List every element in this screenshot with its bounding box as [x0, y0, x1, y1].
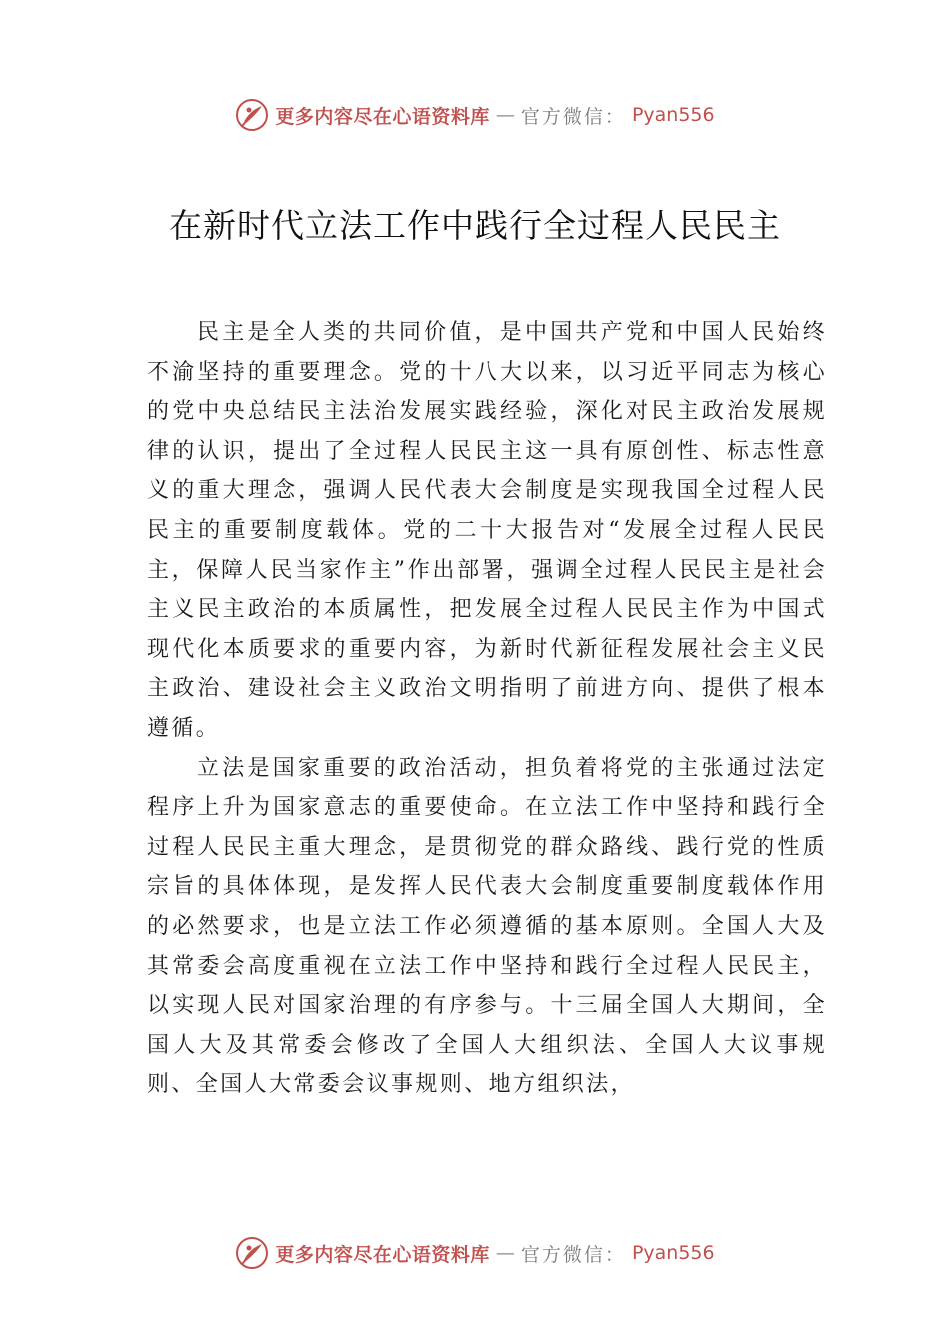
watermark-contact-label: 官方微信：	[520, 105, 626, 128]
paragraph-2: 立法是国家重要的政治活动，担负着将党的主张通过法定程序上升为国家意志的重要使命。在立法工作中坚持和践行全过程人民民主重大理念，是贯彻党的群众路线、践行党的性质宗旨的具体体现，是发挥人民代表大会制度重要制度载体作用的必然要求，也是立法工作必须遵循的基本原则。全国人大及其常委会高度重视在立法工作中坚持和践行全过程人民民主，以实现人民对国家治理的有序参与。十三届全国人大期间，全国人大及其常委会修改了全国人大组织法、全国人大议事规则、全国人大常委会议事规则、地方组织法，	[147, 755, 827, 1098]
document-title: 在新时代立法工作中践行全过程人民民主	[169, 206, 781, 245]
watermark-separator: —	[495, 104, 515, 126]
header-watermark	[0, 95, 950, 135]
quill-pen-logo-icon	[235, 98, 269, 132]
footer-watermark	[0, 1233, 950, 1273]
watermark-wechat-id: Pyan556	[631, 1242, 715, 1264]
watermark-separator: —	[495, 1242, 515, 1264]
watermark-site-text: 更多内容尽在心语资料库	[275, 1243, 490, 1266]
paragraph-1: 民主是全人类的共同价值，是中国共产党和中国人民始终不渝坚持的重要理念。党的十八大以来，以习近平同志为核心的党中央总结民主法治发展实践经验，深化对民主政治发展规律的认识，提出了全过程人民民主这一具有原创性、标志性意义的重大理念，强调人民代表大会制度是实现我国全过程人民民主的重要制度载体。党的二十大报告对“发展全过程人民民主，保障人民当家作主”作出部署，强调全过程人民民主是社会主义民主政治的本质属性，把发展全过程人民民主作为中国式现代化本质要求的重要内容，为新时代新征程发展社会主义民主政治、建设社会主义政治文明指明了前进方向、提供了根本遵循。	[147, 320, 827, 741]
watermark-wechat-id: Pyan556	[631, 104, 715, 126]
watermark-contact-label: 官方微信：	[520, 1243, 626, 1266]
watermark-site-text: 更多内容尽在心语资料库	[275, 105, 490, 128]
document-body	[147, 313, 827, 1105]
quill-pen-logo-icon	[235, 1236, 269, 1270]
